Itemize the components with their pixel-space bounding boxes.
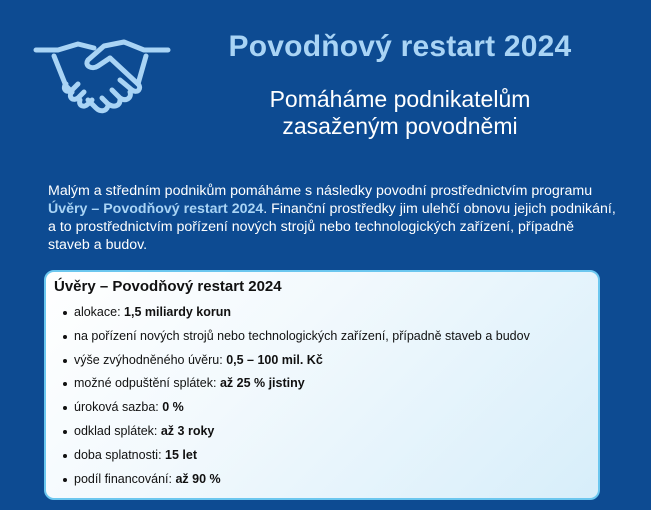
list-item [54,325,590,349]
handshake-icon [32,28,172,118]
item-value: 0 % [162,400,184,415]
item-label: na pořízení nových strojů nebo technologických zařízení, případně staveb a budov [74,328,530,343]
item-value: až 3 roky [160,423,215,438]
subtitle-line-2: zasaženým povodněmi [282,113,518,139]
list-item [54,372,590,396]
list-item [54,301,590,325]
item-label: doba splatnosti: [74,447,166,462]
item-label: výše zvýhodněného úvěru: [74,352,227,367]
item-value: až 25 % jistiny [219,376,305,391]
item-value: 0,5 – 100 mil. Kč [226,352,323,367]
list-item [54,444,590,468]
list-item [54,349,590,373]
item-label: podíl financování: [74,471,176,486]
subtitle-line-1: Pomáháme podnikatelům [269,86,531,112]
item-label: odklad splátek: [74,423,161,438]
page-subtitle [200,86,600,140]
list-item [54,468,590,492]
item-value: 15 let [165,447,198,462]
item-value: 1,5 miliardy korun [124,305,232,319]
intro-text-before: Malým a středním podnikům pomáháme s následky povodní prostřednictvím programu [48,183,593,199]
program-card [44,270,600,500]
intro-text-after: . Finanční prostředky jim ulehčí obnovu jejich podnikání, a to prostřednictvím pořízení nových strojů nebo technologických zařízení, případně staveb a budov. [48,201,616,253]
intro-paragraph [48,182,618,254]
list-item [54,396,590,420]
item-label: úroková sazba: [74,400,163,415]
page-title: Povodňový restart 2024 [228,30,572,63]
item-label: možné odpuštění splátek: [74,376,220,391]
item-value: až 90 % [175,471,221,486]
item-label: alokace: [74,305,125,319]
intro-program-name: Úvěry – Povodňový restart 2024 [48,201,264,217]
list-item [54,420,590,444]
program-details-list [54,301,590,491]
card-title: Úvěry – Povodňový restart 2024 [54,278,282,295]
